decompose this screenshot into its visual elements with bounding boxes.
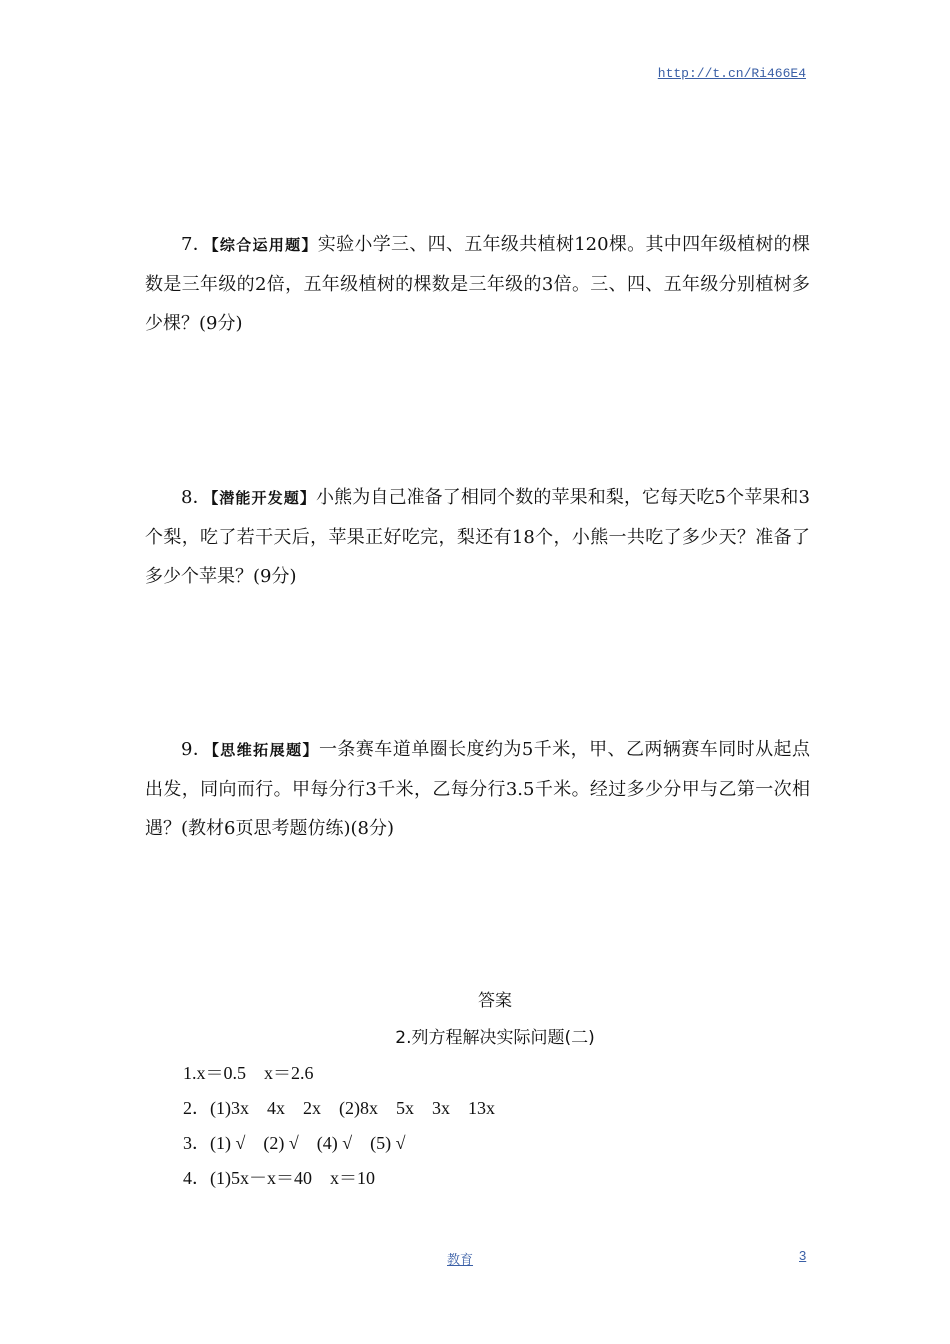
question-7 — [145, 225, 810, 343]
footer-link[interactable]: 教育 — [447, 1253, 474, 1268]
question-tag: 【综合运用题】 — [211, 236, 318, 254]
answer-line-3: 3．(1) √ (2) √ (4) √ (5) √ — [183, 1133, 406, 1153]
question-text: 小熊为自己准备了相同个数的苹果和梨，它每天吃5个苹果和3个梨，吃了若干天后，苹果正好吃完，梨还有18个，小熊一共吃了多少天？准备了多少个苹果？(9分) — [145, 487, 810, 587]
answer-line-4: 4．(1)5x－x＝40 x＝10 — [183, 1168, 375, 1188]
question-number: 8． — [181, 487, 211, 508]
question-tag: 【潜能开发题】 — [210, 489, 316, 507]
question-text: 一条赛车道单圈长度约为5千米，甲、乙两辆赛车同时从起点出发，同向而行。甲每分行3千米，乙每分行3.5千米。经过多少分甲与乙第一次相遇？(教材6页思考题仿练)(8分) — [145, 739, 810, 839]
answer-line-2: 2．(1)3x 4x 2x (2)8x 5x 3x 13x — [183, 1098, 495, 1118]
page-number[interactable]: 3 — [799, 1248, 807, 1263]
answer-line-1: 1.x＝0.5 x＝2.6 — [183, 1063, 314, 1083]
answers-subtitle: 2.列方程解决实际问题(二) — [395, 1028, 595, 1048]
question-tag: 【思维拓展题】 — [211, 741, 319, 759]
answers-title: 答案 — [478, 991, 512, 1011]
answer-list — [183, 1056, 495, 1196]
question-number: 9． — [181, 739, 212, 760]
header-url-link[interactable]: http://t.cn/Ri466E4 — [657, 66, 806, 81]
question-text: 实验小学三、四、五年级共植树120棵。其中四年级植树的棵数是三年级的2倍，五年级植树的棵数是三年级的3倍。三、四、五年级分别植树多少棵？(9分) — [145, 234, 810, 334]
question-9 — [145, 730, 810, 848]
question-number: 7． — [181, 234, 212, 255]
question-8 — [145, 478, 810, 596]
